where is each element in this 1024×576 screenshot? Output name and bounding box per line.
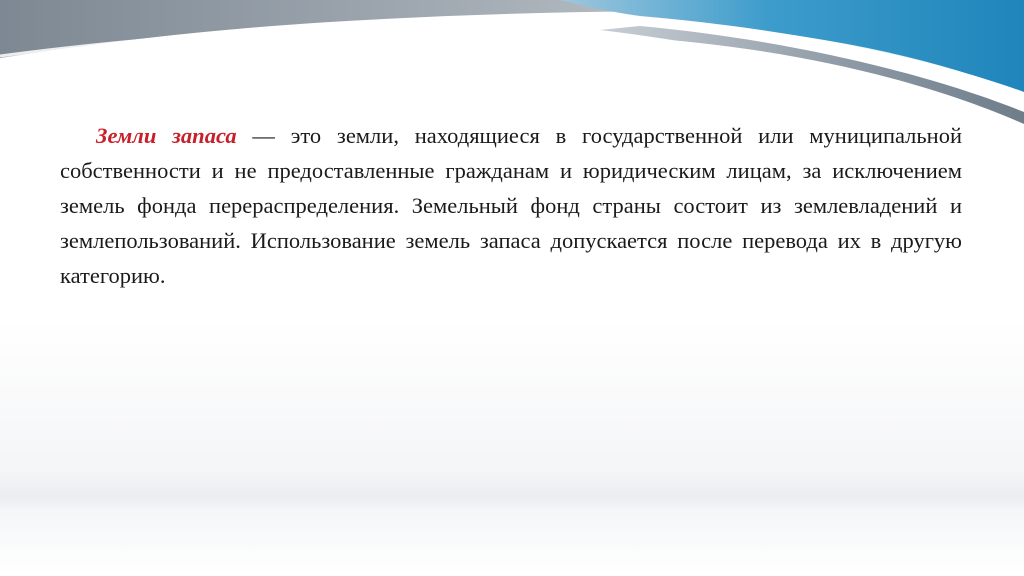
definition-text: — это земли, находящиеся в государственной или муниципальной собственности и не предоставленные гражданам и юридическим лицам, за исключением земель фонда перераспределения. Земельный фонд страны состоит из землевладений и землепользований. Использование земель запаса допускается после перевода их в другую категорию. (60, 123, 962, 288)
definition-paragraph (60, 118, 962, 293)
bottom-shade-decoration (0, 470, 1024, 510)
term-highlight: Земли запаса (96, 123, 237, 148)
